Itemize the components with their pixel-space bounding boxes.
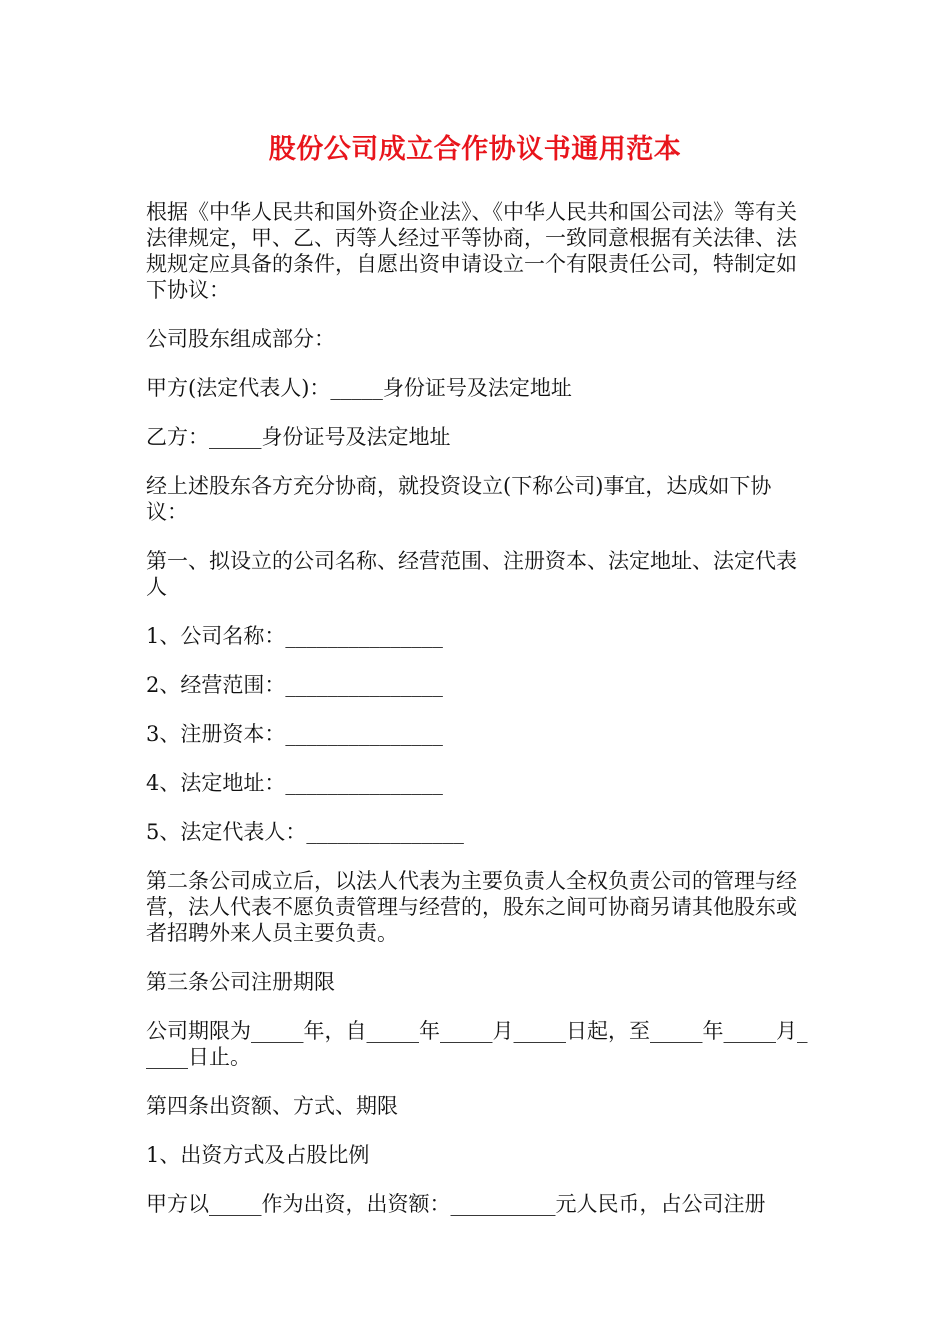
paragraph-term: 公司期限为_____年，自_____年_____月_____日起，至_____年_____月_____日止。	[146, 1019, 808, 1069]
paragraph-agreement-intro: 经上述股东各方充分协商，就投资设立(下称公司)事宜，达成如下协议：	[146, 474, 772, 524]
paragraph-legal-representative: 5、法定代表人：_______________	[146, 820, 464, 844]
paragraph-business-scope: 2、经营范围：_______________	[146, 673, 443, 697]
paragraph-article-4: 第四条出资额、方式、期限	[146, 1094, 398, 1118]
paragraph-article-2: 第二条公司成立后，以法人代表为主要负责人全权负责公司的管理与经营，法人代表不愿负责管理与经营的，股东之间可协商另请其他股东或者招聘外来人员主要负责。	[146, 869, 797, 945]
paragraph-party-a-contribution: 甲方以_____作为出资，出资额：__________元人民币，占公司注册	[146, 1192, 766, 1216]
paragraph-party-b: 乙方：_____身份证号及法定地址	[146, 425, 451, 449]
paragraph-article-3: 第三条公司注册期限	[146, 970, 335, 994]
document-body	[146, 199, 808, 1240]
paragraph-article-1: 第一、拟设立的公司名称、经营范围、注册资本、法定地址、法定代表人	[146, 549, 797, 599]
paragraph-registered-capital: 3、注册资本：_______________	[146, 722, 443, 746]
paragraph-preamble: 根据《中华人民共和国外资企业法》、《中华人民共和国公司法》等有关法律规定，甲、乙、丙等人经过平等协商，一致同意根据有关法律、法规规定应具备的条件，自愿出资申请设立一个有限责任公司，特制定如下协议：	[146, 200, 797, 302]
paragraph-shareholders-heading: 公司股东组成部分：	[146, 327, 335, 351]
paragraph-contribution-method: 1、出资方式及占股比例	[146, 1143, 370, 1167]
paragraph-party-a: 甲方(法定代表人)：_____身份证号及法定地址	[146, 376, 572, 400]
paragraph-company-name: 1、公司名称：_______________	[146, 624, 443, 648]
paragraph-legal-address: 4、法定地址：_______________	[146, 771, 443, 795]
document-title: 股份公司成立合作协议书通用范本	[268, 134, 682, 165]
